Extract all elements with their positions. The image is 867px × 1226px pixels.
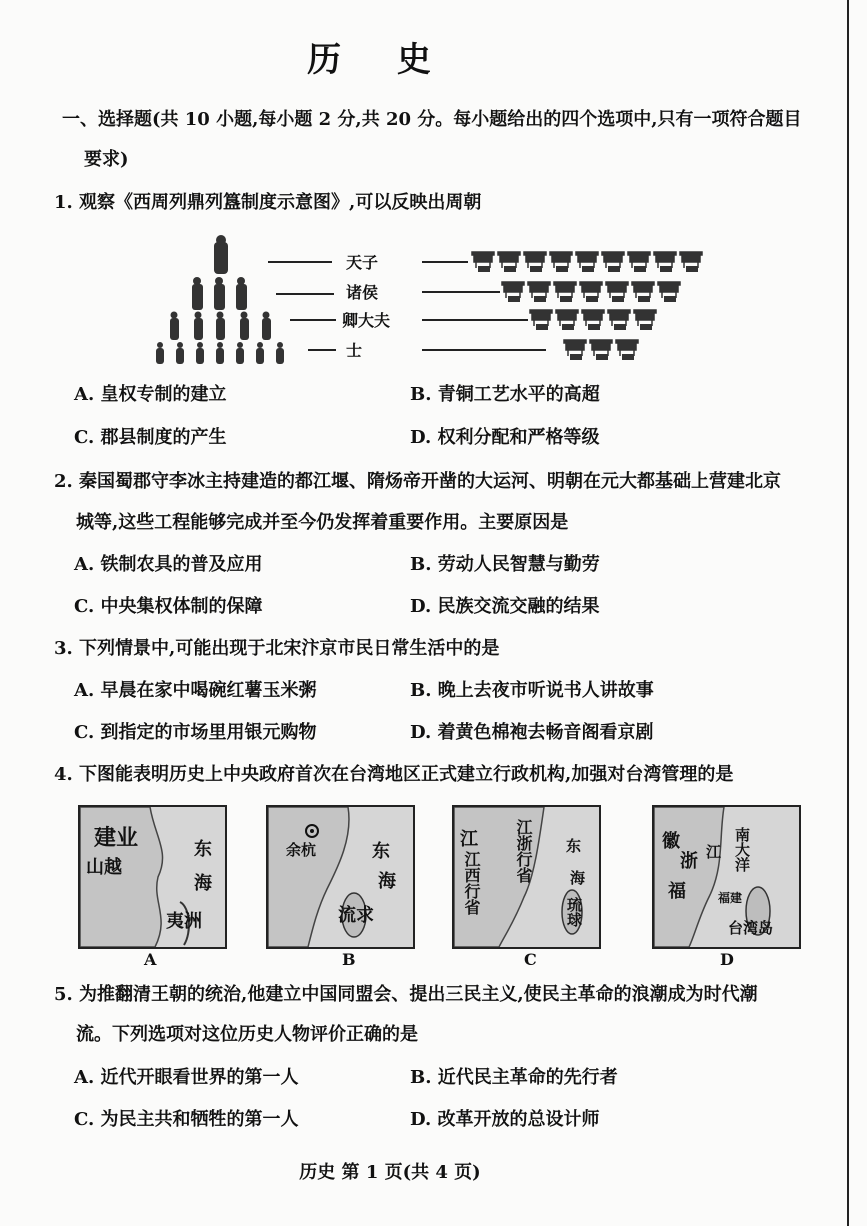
map-d-letter: D [720,950,734,969]
q1-option-b: B. 青铜工艺水平的高超 [410,384,600,405]
q3-option-d: D. 着黄色棉袍去畅音阁看京剧 [410,722,654,743]
map-b-letter: B [342,950,356,969]
q5-stem-line2: 流。下列选项对这位历史人物评价正确的是 [76,1024,418,1045]
q2-option-c: C. 中央集权体制的保障 [74,596,263,617]
map-c: 江 江西行省 江浙行省 东 海 琉球 [452,805,601,949]
rank-label: 诸侯 [346,283,379,302]
q3-option-b: B. 晚上去夜市听说书人讲故事 [410,680,654,701]
q2-stem-line1: 2. 秦国蜀郡守李冰主持建造的都江堰、隋炀帝开凿的大运河、明朝在元大都基础上营建北京 [54,471,782,492]
q1-option-a: A. 皇权专制的建立 [74,384,227,405]
map-d: 徽 浙 江 福 南大洋 台湾岛 福建 [652,805,801,949]
q5-option-d: D. 改革开放的总设计师 [410,1109,600,1130]
q1-option-c: C. 郡县制度的产生 [74,427,227,448]
page-title: 历 史 [307,40,453,80]
rank-label: 士 [346,341,363,360]
page-footer: 历史 第 1 页(共 4 页) [299,1162,481,1183]
page-edge-line [847,0,849,1226]
rank-label: 卿大夫 [342,311,391,330]
q4-stem: 4. 下图能表明历史上中央政府首次在台湾地区正式建立行政机构,加强对台湾管理的是 [54,764,734,785]
figure-people-icon [156,235,284,364]
q5-option-a: A. 近代开眼看世界的第一人 [74,1067,299,1088]
ding-gui-vessels-icon [472,252,702,360]
q1-figure-ding-gui-diagram [150,232,750,372]
q1-option-d: D. 权利分配和严格等级 [410,427,600,448]
q2-option-a: A. 铁制农具的普及应用 [74,554,263,575]
map-a-letter: A [144,950,157,969]
map-c-letter: C [524,950,537,969]
q5-option-b: B. 近代民主革命的先行者 [410,1067,618,1088]
q3-option-c: C. 到指定的市场里用银元购物 [74,722,317,743]
rank-label: 天子 [346,253,379,272]
q3-stem: 3. 下列情景中,可能出现于北宋汴京市民日常生活中的是 [54,638,500,659]
q2-option-d: D. 民族交流交融的结果 [410,596,600,617]
map-b: 余杭 东 海 流求 [266,805,415,949]
q2-option-b: B. 劳动人民智慧与勤劳 [410,554,600,575]
q5-option-c: C. 为民主共和牺牲的第一人 [74,1109,299,1130]
q2-stem-line2: 城等,这些工程能够完成并至今仍发挥着重要作用。主要原因是 [76,512,569,533]
q1-stem: 1. 观察《西周列鼎列簋制度示意图》,可以反映出周朝 [54,192,482,213]
q3-option-a: A. 早晨在家中喝碗红薯玉米粥 [74,680,317,701]
q5-stem-line1: 5. 为推翻清王朝的统治,他建立中国同盟会、提出三民主义,使民主革命的浪潮成为时代潮 [54,984,758,1005]
section-heading: 一、选择题(共 10 小题,每小题 2 分,共 20 分。每小题给出的四个选项中,只有一项符合题目 [62,109,802,130]
section-heading-cont: 要求) [84,149,129,170]
map-a: 建业 山越 东 海 夷洲 [78,805,227,949]
